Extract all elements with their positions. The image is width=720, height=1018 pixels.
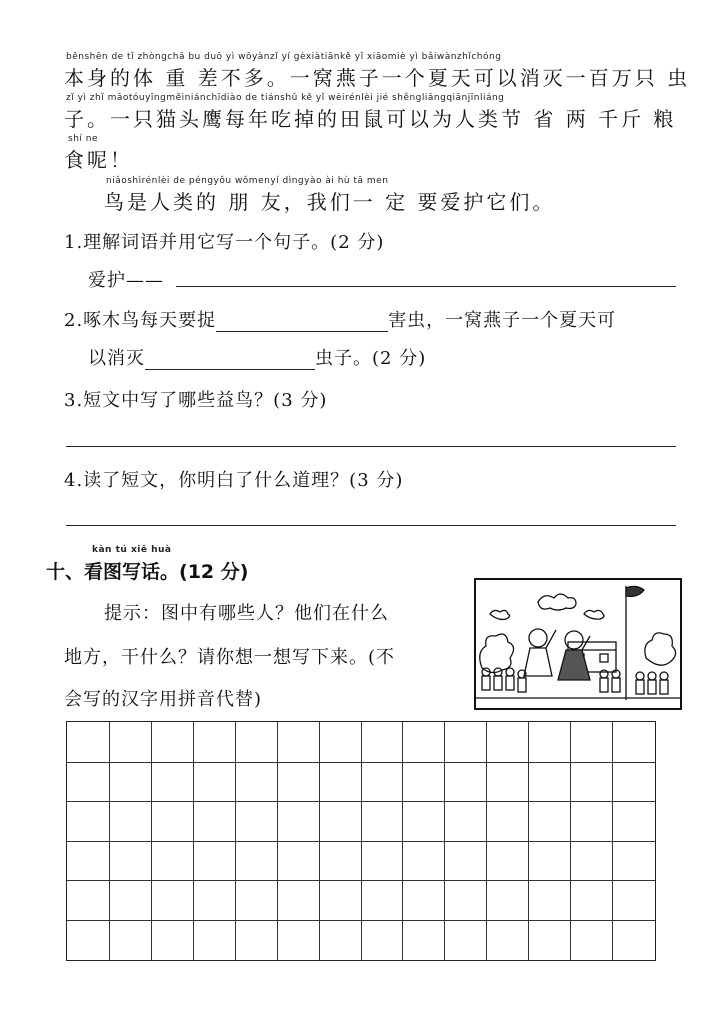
grid-row-line [67,841,655,842]
question-1-answer-line[interactable] [176,286,676,287]
scene-illustration [474,578,682,710]
passage-line2-pinyin: zǐ yì zhǐ māotóuyīngměiniánchīdiào de tiánshǔ kě yǐ wèirénlèi jié shěngliǎngqiānjīnliáng [66,93,505,103]
grid-row-line [67,880,655,881]
question-2-blank-1[interactable] [216,313,388,332]
section-10-number: 十、 [46,561,85,583]
question-4-answer-line[interactable] [66,525,676,526]
passage-line1-pinyin: běnshēn de tǐ zhòngchā bu duō yì wōyànzǐ yí gèxiàtiānkě yǐ xiāomiè yì bǎiwànzhǐchóng [66,52,502,62]
section-10-pinyin: kàn tú xiě huà [92,545,172,555]
question-2-part-a: 2.啄木鸟每天要捉 [64,310,217,331]
question-2-part-c: 以消灭 [88,348,145,369]
question-2-part-b: 害虫，一窝燕子一个夏天可 [388,310,617,331]
question-2-blank-2[interactable] [145,351,315,370]
question-3: 3.短文中写了哪些益鸟？(3 分) [64,390,328,411]
grid-row-line [67,920,655,921]
question-4: 4.读了短文，你明白了什么道理？(3 分) [64,470,404,491]
tip-line-3: 会写的汉字用拼音代替) [64,689,263,710]
grid-row-line [67,762,655,763]
passage-line1: 本身的体 重 差不多。一窝燕子一个夏天可以消灭一百万只 虫 [64,66,691,90]
passage-line3: 食呢！ [64,148,133,172]
grid-row-line [67,801,655,802]
passage-line4: 鸟是人类的 朋 友，我们一 定 要爱护它们。 [104,190,556,214]
question-1: 1.理解词语并用它写一个句子。(2 分) [64,232,385,253]
passage-line4-pinyin: niǎoshìrénlèi de péngyǒu wǒmenyí dìngyào ài hù tā men [106,176,389,186]
writing-grid[interactable] [66,721,656,961]
passage-line2: 子。一只猫头鹰每年吃掉的田鼠可以为人类节 省 两 千斤 粮 [64,107,677,131]
section-10-title: 看图写话。(12 分) [84,561,249,583]
question-1-word: 爱护—— [88,270,164,291]
passage-line3-pinyin: shí ne [68,134,98,144]
question-2-part-d: 虫子。(2 分) [315,348,427,369]
section-10-heading [46,557,248,584]
tip-line-2: 地方，干什么？请你想一想写下来。(不 [64,647,396,668]
tip-line-1: 提示：图中有哪些人？他们在什么 [104,603,389,624]
scene-drawing [476,580,680,708]
question-2-line2 [88,344,426,370]
question-3-answer-line[interactable] [66,446,676,447]
question-2-line1 [64,306,616,332]
